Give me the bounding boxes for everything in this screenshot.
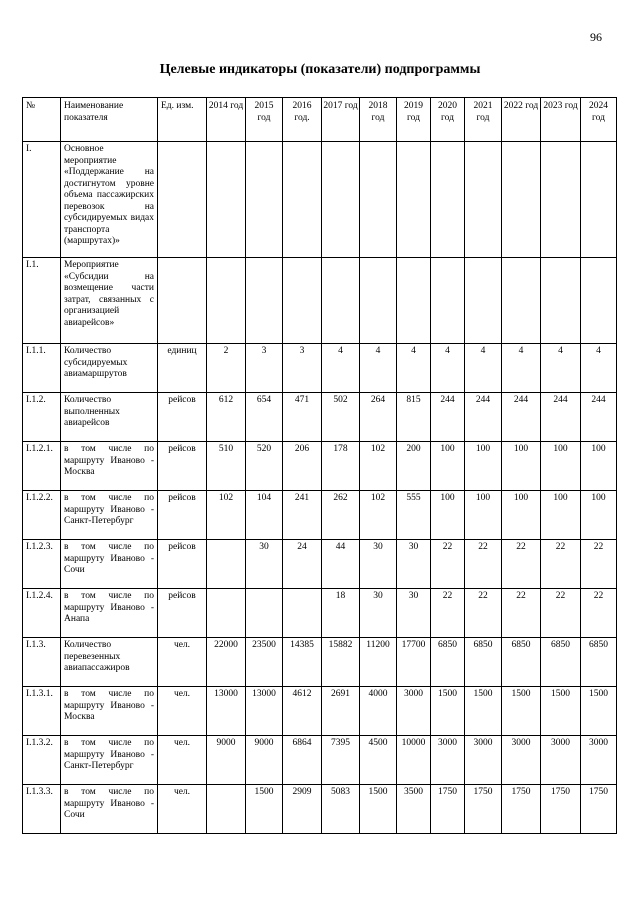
value-cell: 4612 [283,687,322,736]
value-cell: 100 [502,442,541,491]
value-cell: 1500 [502,687,541,736]
row-number: I.1.3.2. [23,736,61,785]
value-cell: 3 [246,344,283,393]
value-cell: 3000 [541,736,581,785]
header-year: 2015 год [246,98,283,142]
value-cell: 4 [322,344,360,393]
indicator-name: в том числе по маршруту Иваново - Анапа [61,589,158,638]
value-cell: 520 [246,442,283,491]
table-row [23,142,617,258]
value-cell: 3000 [581,736,617,785]
value-cell [207,785,246,834]
value-cell: 4500 [360,736,397,785]
value-cell: 502 [322,393,360,442]
value-cell: 4 [465,344,502,393]
value-cell: 9000 [246,736,283,785]
value-cell: 5083 [322,785,360,834]
unit-cell [158,142,207,258]
value-cell: 30 [360,540,397,589]
header-unit: Ед. изм. [158,98,207,142]
header-name: Наименование показателя [61,98,158,142]
table-row [23,393,617,442]
value-cell: 4 [581,344,617,393]
value-cell: 2909 [283,785,322,834]
value-cell [465,258,502,344]
indicator-name: в том числе по маршруту Иваново - Санкт-Петербург [61,491,158,540]
value-cell [283,258,322,344]
header-year: 2016 год. [283,98,322,142]
indicator-name: в том числе по маршруту Иваново - Сочи [61,785,158,834]
row-number: I.1.2. [23,393,61,442]
value-cell: 4000 [360,687,397,736]
table-row [23,736,617,785]
value-cell [431,142,465,258]
value-cell: 22 [431,540,465,589]
value-cell: 22 [581,540,617,589]
value-cell [207,589,246,638]
unit-cell: чел. [158,785,207,834]
header-year: 2017 год [322,98,360,142]
indicator-name: в том числе по маршруту Иваново - Москва [61,687,158,736]
value-cell [360,258,397,344]
value-cell [207,540,246,589]
value-cell: 3500 [397,785,431,834]
value-cell: 1500 [465,687,502,736]
value-cell: 22 [502,589,541,638]
value-cell: 7395 [322,736,360,785]
value-cell [246,589,283,638]
value-cell: 244 [541,393,581,442]
value-cell: 30 [246,540,283,589]
header-year: 2014 год [207,98,246,142]
value-cell: 22000 [207,638,246,687]
unit-cell: чел. [158,687,207,736]
table-row [23,687,617,736]
value-cell: 6850 [502,638,541,687]
value-cell: 178 [322,442,360,491]
value-cell: 200 [397,442,431,491]
value-cell: 100 [502,491,541,540]
value-cell: 11200 [360,638,397,687]
value-cell: 6850 [431,638,465,687]
row-number: I.1.3.1. [23,687,61,736]
row-number: I.1. [23,258,61,344]
value-cell: 15882 [322,638,360,687]
value-cell: 22 [541,589,581,638]
value-cell: 1750 [541,785,581,834]
unit-cell: единиц [158,344,207,393]
value-cell: 1500 [581,687,617,736]
unit-cell: рейсов [158,393,207,442]
value-cell [397,142,431,258]
value-cell: 10000 [397,736,431,785]
header-year: 2021 год [465,98,502,142]
value-cell: 102 [360,491,397,540]
row-number: I.1.2.4. [23,589,61,638]
unit-cell: рейсов [158,491,207,540]
value-cell: 1750 [465,785,502,834]
value-cell: 100 [581,491,617,540]
value-cell: 4 [397,344,431,393]
value-cell: 612 [207,393,246,442]
value-cell [397,258,431,344]
header-year: 2022 год [502,98,541,142]
value-cell: 30 [397,540,431,589]
header-number: № [23,98,61,142]
value-cell [246,142,283,258]
value-cell: 206 [283,442,322,491]
value-cell: 4 [541,344,581,393]
value-cell [283,589,322,638]
header-year: 2020 год [431,98,465,142]
value-cell: 510 [207,442,246,491]
value-cell: 2 [207,344,246,393]
value-cell: 13000 [207,687,246,736]
table-row [23,540,617,589]
value-cell [465,142,502,258]
row-number: I.1.2.3. [23,540,61,589]
table-row [23,344,617,393]
value-cell: 3000 [502,736,541,785]
value-cell: 9000 [207,736,246,785]
indicator-name: Количество перевезенных авиапассажиров [61,638,158,687]
unit-cell: рейсов [158,589,207,638]
value-cell: 262 [322,491,360,540]
value-cell [360,142,397,258]
indicator-name: в том числе по маршруту Иваново - Сочи [61,540,158,589]
value-cell: 815 [397,393,431,442]
value-cell: 6864 [283,736,322,785]
table-row [23,258,617,344]
value-cell: 14385 [283,638,322,687]
page-number: 96 [590,30,602,44]
value-cell [502,258,541,344]
value-cell: 3000 [431,736,465,785]
value-cell: 4 [502,344,541,393]
value-cell: 100 [465,491,502,540]
value-cell: 22 [581,589,617,638]
value-cell: 6850 [541,638,581,687]
value-cell: 4 [360,344,397,393]
value-cell: 244 [465,393,502,442]
value-cell [246,258,283,344]
header-year: 2023 год [541,98,581,142]
value-cell: 264 [360,393,397,442]
value-cell: 241 [283,491,322,540]
value-cell: 1500 [360,785,397,834]
value-cell: 22 [502,540,541,589]
value-cell [322,142,360,258]
indicator-name: Количество субсидируемых авиамаршрутов [61,344,158,393]
value-cell: 6850 [581,638,617,687]
value-cell: 22 [431,589,465,638]
indicator-name: Количество выполненных авиарейсов [61,393,158,442]
value-cell: 102 [207,491,246,540]
value-cell: 104 [246,491,283,540]
table-row [23,491,617,540]
value-cell: 6850 [465,638,502,687]
value-cell: 13000 [246,687,283,736]
value-cell: 244 [431,393,465,442]
indicator-name: в том числе по маршруту Иваново - Санкт-Петербург [61,736,158,785]
value-cell: 30 [397,589,431,638]
header-year: 2019 год [397,98,431,142]
value-cell: 100 [581,442,617,491]
table-header-row [23,98,617,142]
value-cell [322,258,360,344]
indicator-name: в том числе по маршруту Иваново - Москва [61,442,158,491]
value-cell: 3000 [397,687,431,736]
value-cell: 4 [431,344,465,393]
value-cell: 17700 [397,638,431,687]
value-cell: 1750 [581,785,617,834]
value-cell [581,142,617,258]
row-number: I.1.2.2. [23,491,61,540]
value-cell: 1750 [502,785,541,834]
row-number: I.1.3.3. [23,785,61,834]
unit-cell [158,258,207,344]
unit-cell: рейсов [158,442,207,491]
value-cell [541,258,581,344]
value-cell: 22 [541,540,581,589]
row-number: I. [23,142,61,258]
header-year: 2018 год [360,98,397,142]
unit-cell: чел. [158,736,207,785]
value-cell: 654 [246,393,283,442]
value-cell: 1500 [246,785,283,834]
value-cell [431,258,465,344]
table-row [23,638,617,687]
value-cell: 100 [465,442,502,491]
value-cell: 3000 [465,736,502,785]
row-number: I.1.3. [23,638,61,687]
value-cell: 22 [465,589,502,638]
value-cell: 3 [283,344,322,393]
value-cell [283,142,322,258]
table-row [23,589,617,638]
value-cell [581,258,617,344]
value-cell: 1500 [541,687,581,736]
value-cell: 22 [465,540,502,589]
value-cell: 1750 [431,785,465,834]
indicator-table [22,97,617,834]
value-cell: 100 [431,442,465,491]
value-cell: 244 [581,393,617,442]
table-row [23,785,617,834]
row-number: I.1.2.1. [23,442,61,491]
value-cell: 23500 [246,638,283,687]
unit-cell: чел. [158,638,207,687]
value-cell: 44 [322,540,360,589]
value-cell: 30 [360,589,397,638]
header-year: 2024 год [581,98,617,142]
document-title: Целевые индикаторы (показатели) подпрограммы [159,62,481,77]
value-cell [207,142,246,258]
value-cell: 555 [397,491,431,540]
value-cell: 18 [322,589,360,638]
value-cell: 100 [541,442,581,491]
value-cell: 244 [502,393,541,442]
value-cell [207,258,246,344]
value-cell: 24 [283,540,322,589]
value-cell [502,142,541,258]
value-cell: 471 [283,393,322,442]
value-cell: 100 [431,491,465,540]
value-cell: 2691 [322,687,360,736]
value-cell: 102 [360,442,397,491]
value-cell [541,142,581,258]
indicator-name: Мероприятие «Субсидии на возмещение части затрат, связанных с организацией авиарейсов» [61,258,158,344]
unit-cell: рейсов [158,540,207,589]
value-cell: 1500 [431,687,465,736]
table-row [23,442,617,491]
indicator-name: Основное мероприятие «Поддержание на достигнутом уровне объема пассажирских перевозок на субсидируемых видах транспорта (маршрутах)» [61,142,158,258]
row-number: I.1.1. [23,344,61,393]
value-cell: 100 [541,491,581,540]
